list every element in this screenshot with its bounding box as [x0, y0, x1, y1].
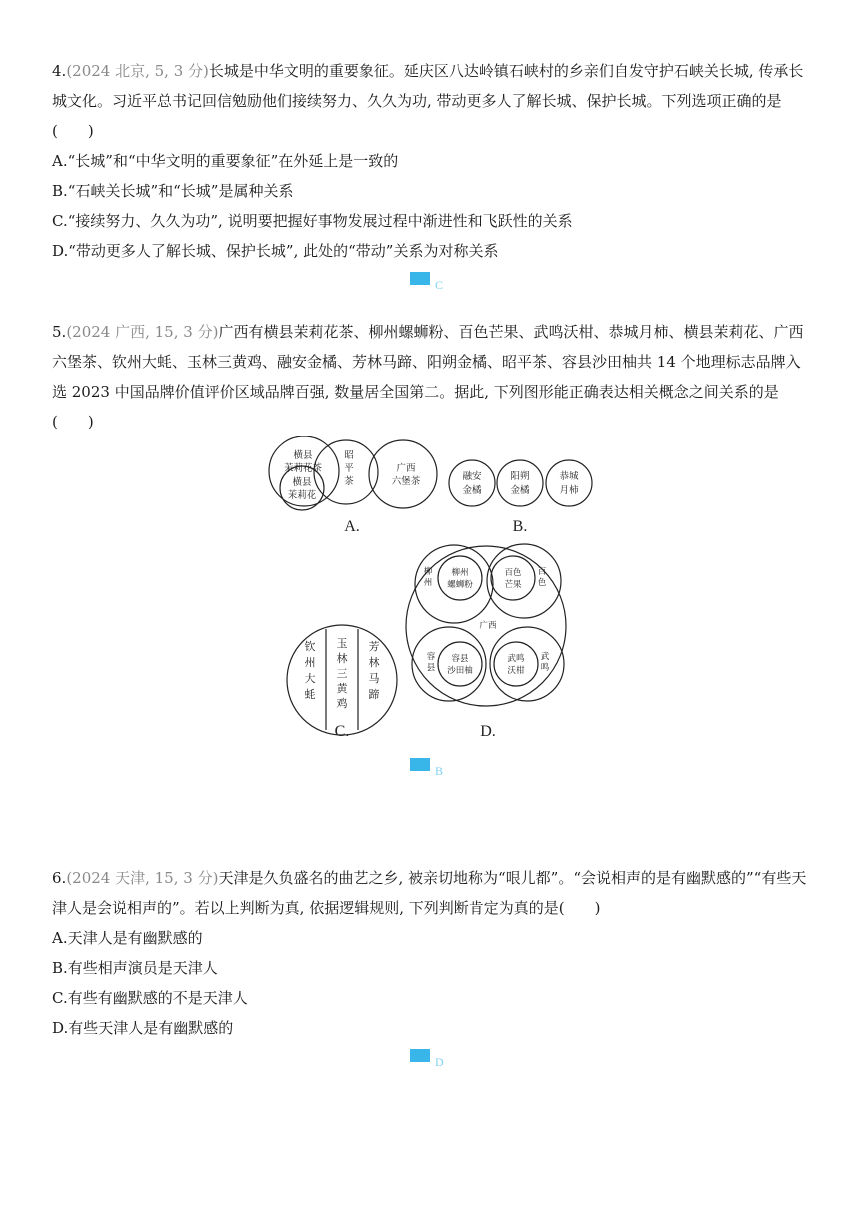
diagram-a-big-label-1: 横县 [293, 450, 313, 461]
diagram-d-center-label: 广西 [479, 621, 497, 631]
diagram-a-right-circle [369, 440, 437, 508]
diagram-d-tl-outer-1: 柳 [423, 567, 433, 577]
answer-marker-5 [410, 758, 470, 780]
diagram-d-bl-outer [412, 627, 486, 701]
diagram-d-tr-inner [491, 556, 535, 600]
diagram-d-br-inner-1: 武鸣 [507, 654, 525, 664]
diagram-c-left-4: 蚝 [304, 688, 316, 701]
diagram-d-tl-inner [438, 556, 482, 600]
diagram-b-c3-label-1: 恭城 [559, 471, 579, 482]
diagram-d-bl-outer-1: 容 [426, 652, 436, 662]
diagram-b-c1-label-2: 金橘 [462, 485, 482, 496]
diagram-c-mid-3: 三 [336, 667, 348, 680]
question-source: (2024 天津, 15, 3 分) [66, 869, 219, 887]
option-c: C.有些有幽默感的不是天津人 [52, 989, 248, 1007]
diagram-c-mid-4: 黄 [336, 682, 348, 695]
diagram-d-br-outer-2: 鸣 [540, 663, 550, 673]
diagram-c-mid-1: 玉 [336, 637, 348, 650]
diagram-c-right-3: 马 [368, 672, 380, 685]
diagram-d-bl-inner-1: 容县 [451, 654, 469, 664]
question-4-stem [52, 56, 812, 146]
diagram-d-tr-inner-2: 芒果 [504, 580, 522, 590]
question-6 [52, 863, 812, 1043]
diagram-d-br-outer [490, 627, 564, 701]
option-a: A.“长城”和“中华文明的重要象征”在外延上是一致的 [52, 152, 399, 170]
diagram-c-left-1: 钦 [304, 640, 316, 653]
question-source: (2024 广西, 15, 3 分) [66, 323, 219, 341]
diagram-a-small-label-2: 茉莉花 [287, 490, 317, 501]
diagram-d-caption: D. [480, 723, 496, 740]
question-text: 长城是中华文明的重要象征。延庆区八达岭镇石峡村的乡亲们自发守护石峡关长城, 传承长城文化。习近平总书记回信勉励他们接续努力、久久为功, 带动更多人了解长城、保护长城。下列选项正确的是( ) [52, 62, 804, 140]
diagram-b-circle-3 [546, 460, 592, 506]
diagram-d-bl-inner-2: 沙田柚 [447, 666, 473, 676]
option-d: D.有些天津人是有幽默感的 [52, 1019, 234, 1037]
diagram-c-right-2: 林 [368, 656, 380, 669]
diagram-d-tl-inner-1: 柳州 [451, 568, 469, 578]
diagram-d-tr-outer-2: 色 [537, 578, 547, 588]
question-6-stem [52, 863, 812, 923]
diagram-c-right-1: 芳 [368, 640, 380, 653]
question-number: 6. [52, 869, 67, 887]
diagram-b-c1-label-1: 融安 [462, 471, 482, 482]
diagram-c-left-3: 大 [304, 672, 316, 685]
diagram-b-circle-1 [449, 460, 495, 506]
question-number: 5. [52, 323, 67, 341]
diagram-d-tl-outer-2: 州 [423, 578, 433, 588]
diagram-d-tr-outer-1: 百 [537, 567, 547, 577]
diagram-d-br-outer-1: 武 [540, 652, 550, 662]
diagram-b-circle-2 [497, 460, 543, 506]
option-c: C.“接续努力、久久为功”, 说明要把握好事物发展过程中渐进性和飞跃性的关系 [52, 212, 573, 230]
diagram-d-br-inner [494, 642, 538, 686]
diagram-a-right-label-2: 六堡茶 [391, 476, 421, 487]
diagram-a-mid-label-3: 茶 [344, 476, 354, 487]
answer-letter: C [435, 278, 444, 292]
question-5-stem [52, 317, 812, 437]
question-source: (2024 北京, 5, 3 分) [66, 62, 209, 80]
diagram-c-mid-5: 鸡 [336, 697, 348, 710]
diagram-c-left-2: 州 [304, 656, 316, 669]
answer-marker-6 [410, 1049, 470, 1071]
diagram-b-c2-label-1: 阳朔 [510, 471, 530, 482]
question-5 [52, 317, 812, 437]
diagram-c-caption: C. [334, 723, 350, 740]
diagram-a-mid-label-2: 平 [344, 463, 354, 474]
venn-diagrams [0, 436, 860, 756]
diagram-a-caption: A. [344, 518, 360, 535]
answer-box-icon [410, 758, 430, 771]
diagram-c-mid-2: 林 [336, 652, 348, 665]
answer-letter: B [435, 764, 444, 778]
diagram-b-c2-label-2: 金橘 [510, 485, 530, 496]
option-b: B.“石峡关长城”和“长城”是属种关系 [52, 182, 294, 200]
option-b: B.有些相声演员是天津人 [52, 959, 218, 977]
diagram-a-mid-label-1: 昭 [344, 450, 354, 461]
diagram-d-bl-inner [438, 642, 482, 686]
question-text: 广西有横县茉莉花茶、柳州螺蛳粉、百色芒果、武鸣沃柑、恭城月柿、横县茉莉花、广西六堡茶、钦州大蚝、玉林三黄鸡、融安金橘、芳林马蹄、阳朔金橘、昭平茶、容县沙田柚共 14 个地理标志品牌入选 2023 中国品牌价值评价区域品牌百强, 数量居全国第二。据此, 下列图形能正确表达相关概念之间关系的是( ) [52, 323, 804, 431]
diagram-d-tl-inner-2: 螺蛳粉 [447, 580, 473, 590]
diagram-d-br-inner-2: 沃柑 [507, 666, 525, 676]
option-a: A.天津人是有幽默感的 [52, 929, 203, 947]
question-4 [52, 56, 812, 266]
diagram-d-tr-inner-1: 百色 [504, 568, 522, 578]
answer-box-icon [410, 272, 430, 285]
diagram-a-small-label-1: 横县 [292, 477, 312, 488]
option-d: D.“带动更多人了解长城、保护长城”, 此处的“带动”关系为对称关系 [52, 242, 499, 260]
answer-box-icon [410, 1049, 430, 1062]
diagram-a-big-label-2: 茉莉花茶 [283, 463, 323, 474]
question-number: 4. [52, 62, 67, 80]
diagram-b-caption: B. [512, 518, 528, 535]
answer-marker-4 [410, 272, 470, 294]
answer-letter: D [435, 1055, 444, 1069]
diagram-d-bl-outer-2: 县 [426, 663, 436, 673]
question-text: 天津是久负盛名的曲艺之乡, 被亲切地称为“哏儿都”。“会说相声的是有幽默感的”“有些天津人是会说相声的”。若以上判断为真, 依据逻辑规则, 下列判断肯定为真的是( ) [52, 869, 807, 917]
diagram-c-right-4: 蹄 [368, 688, 380, 701]
diagram-b-c3-label-2: 月柿 [559, 485, 579, 496]
diagram-a-right-label-1: 广西 [396, 463, 416, 474]
